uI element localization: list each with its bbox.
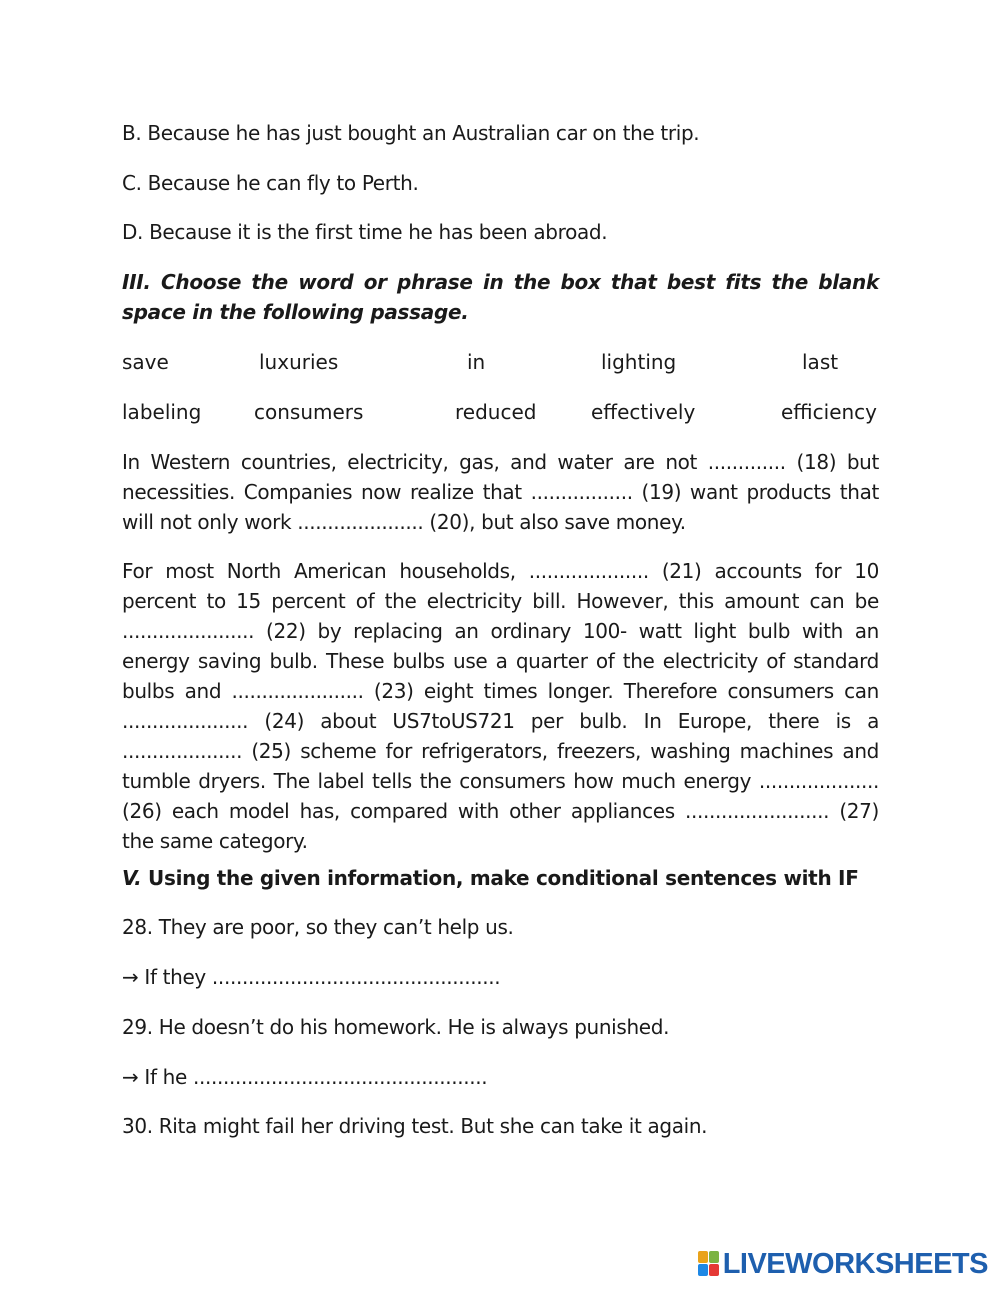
- option-d: D. Because it is the first time he has been abroad.: [122, 220, 608, 244]
- question-30: 30. Rita might fail her driving test. But she can take it again.: [122, 1114, 708, 1138]
- word-box-item: lighting: [601, 350, 677, 374]
- passage-paragraph-1: In Western countries, electricity, gas, and water are not ............. (18) but necessities. Companies now realize that ................. (19) want products that will not only work ..................... (20), but also save money.: [122, 450, 879, 534]
- word-box-item: luxuries: [259, 350, 339, 374]
- answer-28: → If they ................................................: [122, 965, 501, 989]
- section-5-numeral: V.: [122, 866, 142, 890]
- section-5-heading: [122, 863, 859, 893]
- word-box-item: labeling: [122, 400, 202, 424]
- word-box-item: reduced: [455, 400, 537, 424]
- word-box-item: effectively: [591, 400, 696, 424]
- section-5-title: Using the given information, make conditional sentences with IF: [148, 866, 859, 890]
- question-29: 29. He doesn’t do his homework. He is always punished.: [122, 1015, 670, 1039]
- option-b: B. Because he has just bought an Australian car on the trip.: [122, 121, 700, 145]
- word-box-item: in: [467, 350, 486, 374]
- option-c: C. Because he can fly to Perth.: [122, 171, 419, 195]
- word-box-row-1: [122, 347, 879, 377]
- passage-paragraph-2: For most North American households, .................... (21) accounts for 10 percent to 15 percent of the electricity bill. However, this amount can be ...................... (22) by replacing an ordinary 100- watt light bulb with an energy saving bulb. These bulbs use a quarter of the electricity of standard bulbs and ...................... (23) eight times longer. Therefore consumers can ..................... (24) about US7toUS721 per bulb. In Europe, there is a .................... (25) scheme for refrigerators, freezers, washing machines and tumble dryers. The label tells the consumers how much energy .................... (26) each model has, compared with other appliances ........................ (27) the same category.: [122, 559, 879, 853]
- word-box-item: consumers: [254, 400, 364, 424]
- word-box-item: save: [122, 350, 169, 374]
- word-box-row-2: [122, 397, 879, 427]
- answer-29: → If he .................................................: [122, 1065, 488, 1089]
- section-3-heading: III. Choose the word or phrase in the box that best fits the blank space in the following passage.: [122, 270, 879, 324]
- liveworksheets-logo-icon: [698, 1251, 720, 1277]
- word-box-item: last: [802, 350, 839, 374]
- logo-text: LIVEWORKSHEETS: [722, 1247, 988, 1280]
- liveworksheets-logo[interactable]: [698, 1248, 988, 1280]
- word-box-item: efficiency: [781, 400, 878, 424]
- question-28: 28. They are poor, so they can’t help us.: [122, 915, 514, 939]
